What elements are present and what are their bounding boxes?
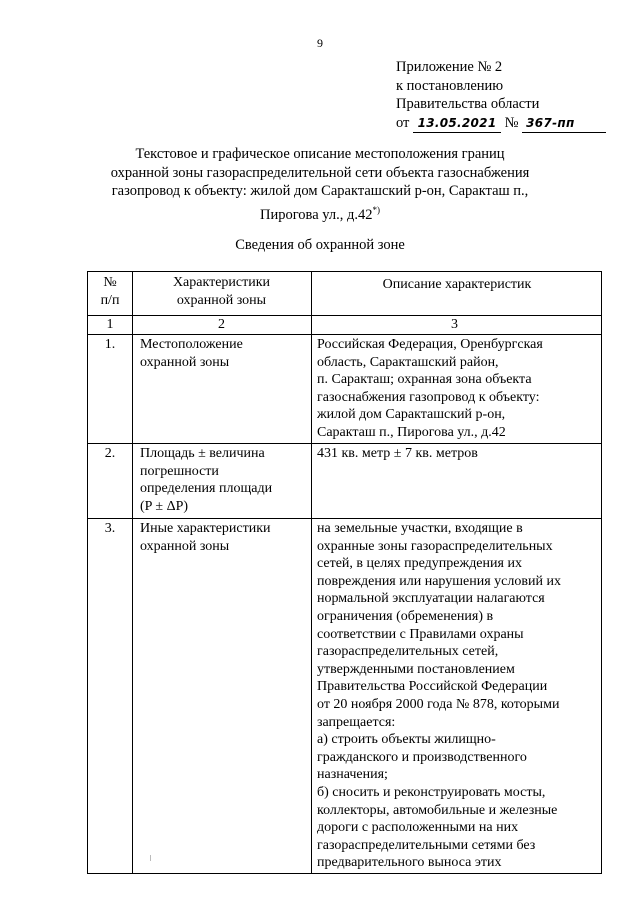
- title-line-2: охранной зоны газораспределительной сети объекта газоснабжения: [110, 164, 530, 181]
- description-line: на земельные участки, входящие в: [317, 521, 523, 536]
- characteristic-line: Местоположение: [140, 337, 243, 352]
- column-number-row: [88, 316, 602, 335]
- handwritten-number: 367-пп: [522, 114, 606, 134]
- row-description: [312, 444, 602, 519]
- appendix-line-3: Правительства области: [396, 96, 540, 112]
- description-line: сетей, в целях предупреждения их: [317, 556, 522, 572]
- description-line: охранные зоны газораспределительных: [317, 538, 553, 554]
- column-number-3: 3: [312, 316, 602, 335]
- title-line-3: газопровод к объекту: жилой дом Саракташский р-он, Саракташ п.,: [111, 183, 529, 199]
- appendix-block: [396, 58, 606, 133]
- description-line: нормальной эксплуатации налагаются: [317, 591, 545, 607]
- row-characteristic: [133, 519, 312, 874]
- description-line: утвержденными постановлением: [317, 661, 515, 677]
- header-number: [88, 272, 133, 316]
- table-row: [88, 444, 602, 519]
- column-number-1: 1: [88, 316, 133, 335]
- description-line: газоснабжения газопровод к объекту:: [317, 389, 540, 405]
- row-description: [312, 519, 602, 874]
- characteristic-line: Площадь ± величина: [140, 446, 265, 461]
- description-line: Саракташ п., Пирогова ул., д.42: [317, 424, 506, 440]
- row-characteristic: [133, 335, 312, 444]
- description-line: гражданского и производственного: [317, 749, 527, 765]
- row-description: [312, 335, 602, 444]
- description-line: жилой дом Саракташский р-он,: [317, 407, 506, 423]
- handwritten-date: 13.05.2021: [413, 114, 501, 134]
- column-number-2: 2: [133, 316, 312, 335]
- table-row: [88, 519, 602, 874]
- header-characteristic-line-1: Характеристики: [172, 275, 271, 290]
- protection-zone-table: [87, 271, 602, 874]
- characteristic-line: определения площади: [140, 481, 273, 497]
- appendix-date-line: [396, 114, 606, 134]
- section-subtitle: Сведения об охранной зоне: [235, 237, 405, 253]
- row-number: 2.: [88, 444, 133, 519]
- description-line: дороги с расположенными на них: [317, 820, 519, 836]
- description-line: Российская Федерация, Оренбургская: [317, 337, 543, 352]
- description-line: область, Саракташский район,: [317, 354, 499, 370]
- date-prefix: от: [396, 114, 410, 131]
- description-line: предварительного выноса этих: [317, 855, 502, 871]
- description-line: п. Саракташ; охранная зона объекта: [317, 372, 532, 388]
- title-line-1: Текстовое и графическое описание местоположения границ: [135, 146, 505, 162]
- characteristic-line: (P ± ΔP): [140, 498, 189, 514]
- description-line: повреждения или нарушения условий их: [317, 573, 561, 589]
- characteristic-line: погрешности: [140, 463, 219, 479]
- table-row: [88, 335, 602, 444]
- title-line-4-text: Пирогова ул., д.42: [259, 206, 373, 223]
- appendix-line-2: к постановлению: [396, 77, 504, 94]
- title-line-4: [90, 201, 550, 224]
- description-line: газораспределительных сетей,: [317, 644, 499, 660]
- page-number: 9: [317, 36, 323, 50]
- header-number-line-1: №: [103, 275, 117, 290]
- header-description: Описание характеристик: [312, 272, 602, 316]
- description-line: газораспределительными сетями без: [317, 837, 536, 853]
- description-line: от 20 ноября 2000 года № 878, которыми: [317, 696, 560, 712]
- row-characteristic: [133, 444, 312, 519]
- row-number: 1.: [88, 335, 133, 444]
- description-line: б) сносить и реконструировать мосты,: [317, 784, 546, 800]
- footnote-mark: *): [372, 204, 380, 215]
- header-number-line-2: п/п: [100, 292, 120, 308]
- header-characteristic-line-2: охранной зоны: [176, 292, 267, 308]
- characteristic-line: охранной зоны: [140, 538, 230, 554]
- document-title: [90, 145, 550, 224]
- number-sign: №: [504, 114, 519, 131]
- description-line: 431 кв. метр ± 7 кв. метров: [317, 446, 478, 461]
- description-line: коллекторы, автомобильные и железные: [317, 802, 558, 818]
- appendix-line-1: Приложение № 2: [396, 59, 503, 75]
- row-number: 3.: [88, 519, 133, 874]
- description-line: соответствии с Правилами охраны: [317, 626, 524, 642]
- scan-mark: [150, 855, 151, 861]
- description-line: назначения;: [317, 767, 388, 783]
- header-characteristic: [133, 272, 312, 316]
- characteristic-line: Иные характеристики: [140, 521, 271, 536]
- table-header-row: [88, 272, 602, 316]
- description-line: а) строить объекты жилищно-: [317, 732, 496, 748]
- description-line: Правительства Российской Федерации: [317, 679, 548, 695]
- description-line: запрещается:: [317, 714, 396, 730]
- characteristic-line: охранной зоны: [140, 354, 230, 370]
- description-line: ограничения (обременения) в: [317, 608, 494, 624]
